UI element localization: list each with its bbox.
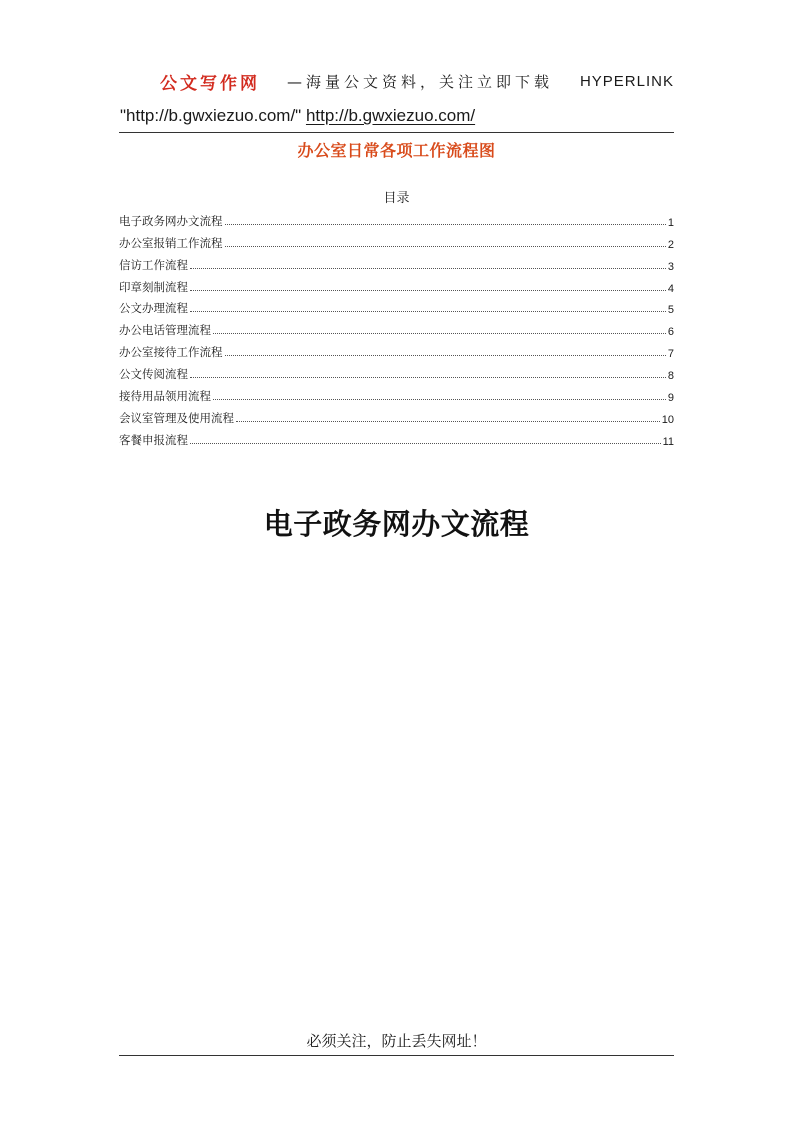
toc-entry-page-number: 8 (667, 370, 674, 383)
toc-entry[interactable] (119, 360, 674, 382)
section-title: 电子政务网办文流程 (263, 507, 530, 541)
toc-dot-leader (190, 443, 661, 444)
toc-entry-page-number: 2 (667, 238, 674, 251)
toc-dot-leader (213, 333, 666, 334)
header-slogan: —海量公文资料，关注立即下载 (286, 72, 553, 91)
toc-entry-page-number: 10 (661, 413, 674, 426)
toc-dot-leader (190, 268, 666, 269)
toc-entry-page-number: 9 (667, 392, 674, 405)
toc-entry-label: 印章刻制流程 (119, 279, 188, 294)
quoted-url-text: "http://b.gwxiezuo.com/" (120, 106, 302, 125)
toc-entry-label: 办公室接待工作流程 (119, 345, 223, 360)
hyperlink-field-code: HYPERLINK (579, 72, 674, 90)
toc-entry-label: 接待用品领用流程 (119, 389, 211, 404)
toc-entry[interactable] (119, 382, 674, 404)
toc-entry[interactable] (119, 207, 674, 229)
toc-entry-page-number: 3 (667, 260, 674, 273)
toc-entry-page-number: 5 (667, 304, 674, 317)
toc-entry-page-number: 6 (667, 326, 674, 339)
document-title: 办公室日常各项工作流程图 (297, 141, 496, 160)
toc-entry[interactable] (119, 426, 674, 448)
toc-entry-page-number: 7 (667, 348, 674, 361)
toc-dot-leader (190, 311, 666, 312)
toc-entry-label: 公文传阅流程 (119, 367, 188, 382)
toc-entry-page-number: 1 (667, 216, 674, 229)
toc-entry[interactable] (119, 251, 674, 273)
footer-notice: 必须关注，防止丢失网址！ (306, 1032, 487, 1050)
toc-dot-leader (225, 224, 666, 225)
toc-entry[interactable] (119, 316, 674, 338)
toc-dot-leader (190, 290, 666, 291)
toc-entry-label: 办公室报销工作流程 (119, 235, 223, 250)
toc-dot-leader (225, 246, 666, 247)
toc-entry[interactable] (119, 338, 674, 360)
toc-heading: 目录 (383, 191, 410, 206)
toc-entry-page-number: 11 (662, 435, 674, 448)
brand-name: 公文写作网 (160, 73, 260, 94)
toc-dot-leader (236, 421, 660, 422)
toc-dot-leader (213, 399, 666, 400)
toc-entry[interactable] (119, 229, 674, 251)
website-link[interactable]: http://b.gwxiezuo.com/ (305, 106, 476, 125)
toc-entry[interactable] (119, 273, 674, 295)
table-of-contents (119, 207, 674, 448)
toc-entry-label: 信访工作流程 (119, 257, 188, 272)
toc-entry[interactable] (119, 404, 674, 426)
toc-entry-label: 会议室管理及使用流程 (119, 410, 234, 425)
page-header (160, 68, 674, 94)
footer-divider (119, 1055, 674, 1056)
toc-entry-page-number: 4 (667, 282, 674, 295)
toc-entry[interactable] (119, 295, 674, 317)
toc-entry-label: 电子政务网办文流程 (119, 213, 223, 228)
toc-entry-label: 公文办理流程 (119, 301, 188, 316)
header-divider (119, 132, 674, 133)
toc-dot-leader (225, 355, 666, 356)
toc-dot-leader (190, 377, 666, 378)
toc-entry-label: 客餐申报流程 (119, 432, 188, 447)
toc-entry-label: 办公电话管理流程 (119, 323, 211, 338)
header-url-line (120, 106, 475, 130)
